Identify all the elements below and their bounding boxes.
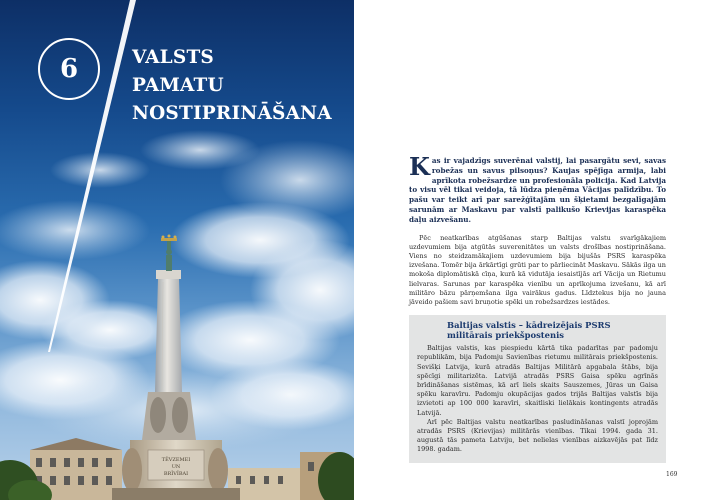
chapter-title-line-3: NOSTIPRINĀŠANA	[132, 103, 332, 124]
chapter-number: 6	[59, 54, 79, 84]
sidebar-box-paragraph-1: Baltijas valstis, kas piespiedu kārtā tika padarītas par padomju republikām, bija Padomju Savienības rietumu militārais priekšpostenis. Sevišķi Latvija, kurā atradās Baltijas Militārā apgabala štābs, bija spēcīgi militarizēta. Latvijā atradās PSRS Gaisa spēku agrīnās brīdināšanas sistēmas, kā arī liels skaits Sauszemes, Jūras un Gaisa spēku karavīru. Padomju okupācijas gados trijās Baltijas valstīs bija izvietoti ap 100 000 karavīri, skaitliski lielākais kontingents atradās Latvijā.	[417, 344, 658, 417]
article	[409, 152, 666, 463]
plaque-line-3: BRĪVĪBAI	[163, 471, 189, 477]
sidebar-box	[409, 315, 666, 462]
right-page-text	[354, 0, 708, 500]
lead-text: as ir vajadzīgs suverēnai valstij, lai pasargātu sevi, savas robežas un savus pilsoņus? Kaujas spējīga armija, labi aprīkota robežsardze un profesionāla policija. Kad Latvija to visu vēl tikai veidoja, tā lūdza pieņēma Vācijas palīdzību. To pašu var teikt arī par sarežģītajām un šķietami bezgalīgajām sarunām ar Maskavu par valstī palikušo Krievijas karaspēka daļu aizvešanu.	[409, 156, 666, 224]
sidebar-box-title: Baltijas valstis – kādreizējais PSRS militārais priekšpostenis	[447, 320, 611, 341]
plaque-line-1: TĒVZEMEI	[161, 457, 191, 463]
chapter-title-line-2: PAMATU	[132, 75, 224, 96]
page-number: 169	[666, 471, 678, 478]
lead-paragraph	[409, 152, 666, 225]
chapter-title	[132, 44, 332, 128]
drop-cap: K	[409, 152, 430, 181]
chapter-number-circle	[38, 38, 100, 100]
body-paragraph: Pēc neatkarības atgūšanas starp Baltijas valstu svarīgākajiem uzdevumiem bija atgūtās suverenitātes un valsts drošības nostiprināšana. Viens no steidzamākajiem uzdevumiem bija bijušās PSRS karaspēka izvešana. Tomēr bija ārkārtīgi grūti par to pārliecināt Maskavu. Sākās ilga un mokoša diplomātiskā cīņa, kurā kā vidutāja iesaistījās arī Vācija un Rietumu lielvaras. Sarunas par karaspēka vienību un aprīkojuma izvešanu, kā arī militāro bāzu pārņemšana ilga vairākus gadus. Līdztekus bija no jauna jāveido pašiem savi bruņotie spēki un robežsardzes iestādes.	[409, 233, 666, 306]
chapter-title-line-1: VALSTS	[132, 47, 214, 68]
plaque-line-2: UN	[171, 464, 181, 470]
sidebar-box-paragraph-2: Arī pēc Baltijas valstu neatkarības pasludināšanas valstī joprojām atradās PSRS (Krievijas) militārās vienības. Tikai 1994. gada 31. augustā tās pameta Latviju, bet nelielas vienības aizkavējās pat līdz 1998. gadam.	[417, 417, 658, 454]
